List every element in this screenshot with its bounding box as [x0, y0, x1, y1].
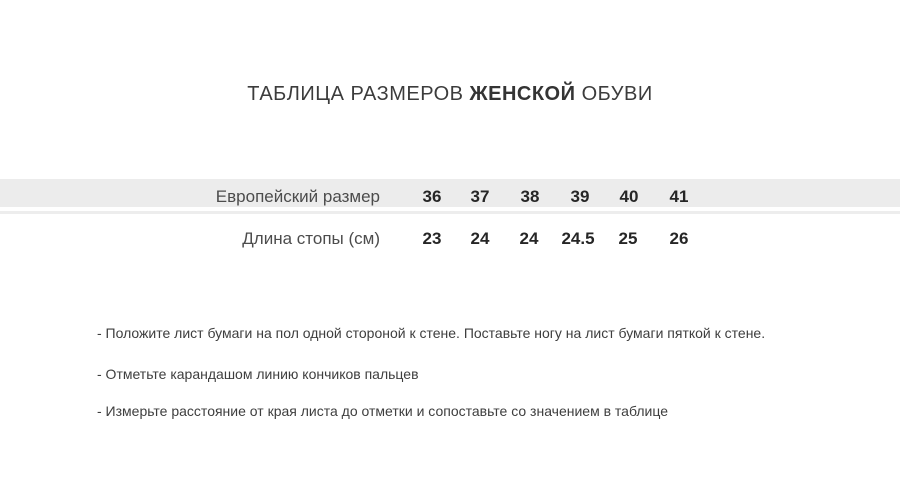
size-value: 36 — [422, 187, 442, 206]
length-value: 24 — [470, 229, 490, 248]
instruction-line-2: - Отметьте карандашом линию кончиков пальцев — [97, 366, 419, 382]
table-row-foot-length — [0, 229, 900, 249]
page-title-suffix: ОБУВИ — [581, 83, 653, 105]
length-value: 26 — [669, 229, 689, 248]
length-value: 24 — [519, 229, 539, 248]
instruction-line-3: - Измерьте расстояние от края листа до отметки и сопоставьте со значением в таблице — [97, 403, 668, 419]
row-label-foot-length: Длина стопы (см) — [242, 229, 380, 248]
page-title-prefix: ТАБЛИЦА РАЗМЕРОВ — [247, 83, 464, 105]
size-value: 39 — [570, 187, 590, 206]
row-label-european-size: Европейский размер — [215, 187, 380, 206]
size-value: 40 — [619, 187, 639, 206]
size-row-bottom-rule — [0, 211, 900, 214]
table-row-european-size — [0, 187, 900, 207]
length-value: 23 — [422, 229, 442, 248]
length-value: 25 — [618, 229, 638, 248]
length-value: 24.5 — [561, 229, 595, 248]
size-value: 38 — [520, 187, 540, 206]
instruction-line-1: - Положите лист бумаги на пол одной стороной к стене. Поставьте ногу на лист бумаги пяткой к стене. — [97, 325, 766, 341]
page-title-emphasis: ЖЕНСКОЙ — [469, 83, 576, 105]
size-value: 41 — [669, 187, 689, 206]
size-value: 37 — [470, 187, 490, 206]
page-title — [0, 80, 900, 108]
